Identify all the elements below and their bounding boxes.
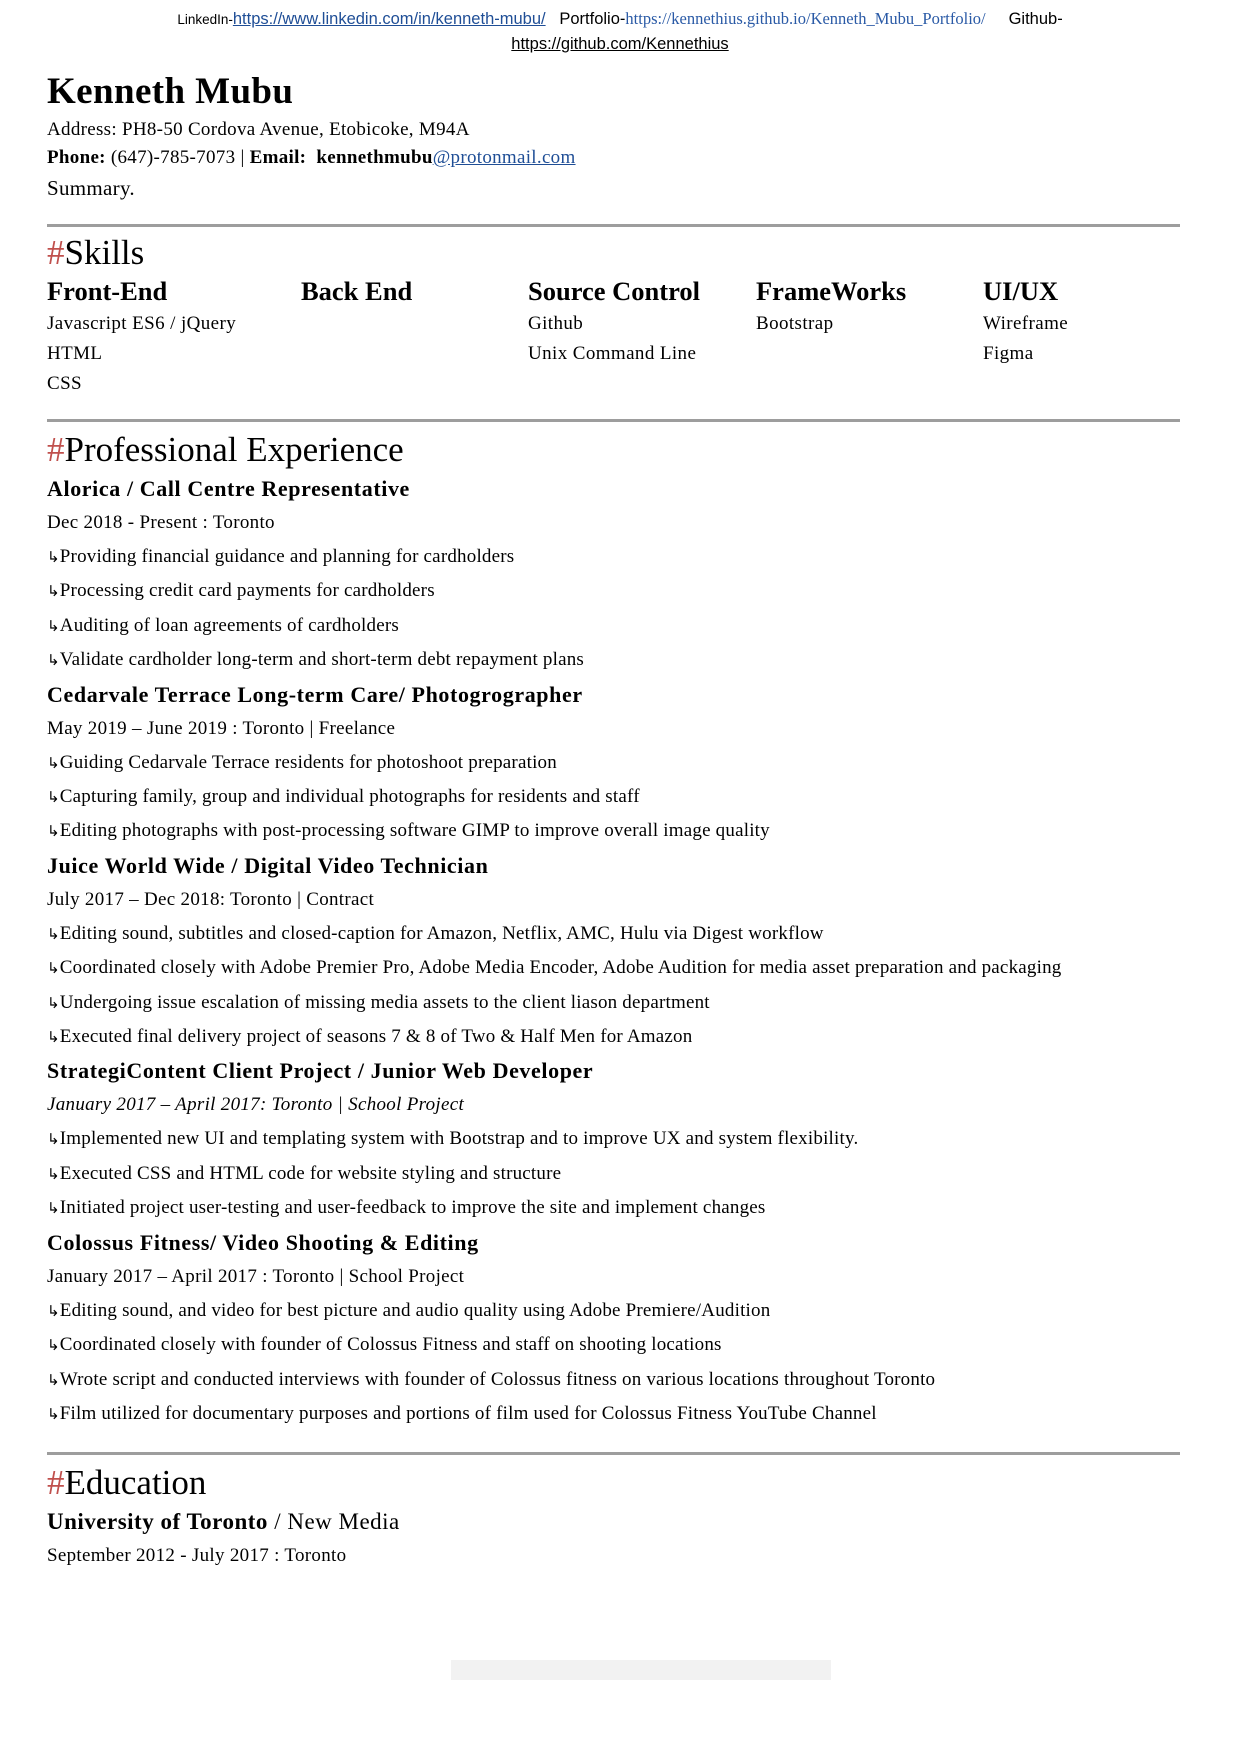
- job-title: Juice World Wide / Digital Video Technician: [47, 852, 489, 878]
- github-label: Github-: [1008, 10, 1063, 28]
- skill-item: Wireframe: [983, 313, 1069, 334]
- job-dates-location: May 2019 – June 2019 : Toronto | Freelance: [47, 717, 396, 739]
- section-divider: [47, 419, 1180, 422]
- bullet-text: Auditing of loan agreements of cardholders: [59, 614, 399, 636]
- bullet-arrow-icon: ↳: [47, 1028, 60, 1047]
- contact-line: [47, 144, 1180, 172]
- bullet-arrow-icon: ↳: [47, 1336, 60, 1355]
- bullet-text: Coordinated closely with founder of Colossus Fitness and staff on shooting locations: [59, 1334, 722, 1356]
- job-bullet: [47, 780, 1180, 814]
- skill-item: Figma: [983, 343, 1034, 364]
- bullet-arrow-icon: ↳: [47, 582, 60, 601]
- job-entry: [47, 472, 1180, 678]
- bullet-arrow-icon: ↳: [47, 959, 60, 978]
- skill-item: Javascript ES6 / jQuery: [47, 313, 237, 334]
- job-entry: [47, 678, 1180, 849]
- address-line: Address: PH8-50 Cordova Avenue, Etobicoke, M94A: [47, 119, 470, 140]
- bullet-arrow-icon: ↳: [47, 788, 60, 807]
- experience-heading-text: Professional Experience: [64, 430, 404, 469]
- job-bullet: [47, 1328, 1180, 1362]
- job-bullet: [47, 814, 1180, 848]
- phone-label: Phone:: [47, 147, 106, 168]
- job-title: Colossus Fitness/ Video Shooting & Editing: [47, 1229, 479, 1255]
- bullet-arrow-icon: ↳: [47, 1199, 60, 1218]
- job-bullet: [47, 951, 1180, 985]
- phone-number: (647)-785-7073: [110, 147, 236, 168]
- bullet-text: Editing sound, subtitles and closed-caption for Amazon, Netflix, AMC, Hulu via Digest workflow: [59, 922, 824, 944]
- bullet-arrow-icon: ↳: [47, 651, 60, 670]
- bullet-text: Film utilized for documentary purposes and portions of film used for Colossus Fitness YouTube Channel: [59, 1402, 877, 1424]
- job-bullet: [47, 1294, 1180, 1328]
- job-bullet: [47, 986, 1180, 1020]
- job-bullet: [47, 917, 1180, 951]
- email-user: kennethmubu: [316, 147, 433, 168]
- skills-column-title: Back End: [301, 276, 413, 306]
- job-bullet: [47, 1363, 1180, 1397]
- skills-column-title: UI/UX: [983, 276, 1059, 306]
- education-dates: September 2012 - July 2017 : Toronto: [47, 1545, 347, 1567]
- skills-column-title: Front-End: [47, 276, 168, 306]
- bullet-arrow-icon: ↳: [47, 1301, 60, 1320]
- bullet-text: Executed final delivery project of seasons 7 & 8 of Two & Half Men for Amazon: [59, 1026, 693, 1048]
- bullet-text: Editing sound, and video for best picture and audio quality using Adobe Premiere/Audition: [59, 1299, 771, 1321]
- skill-item: Unix Command Line: [528, 343, 697, 364]
- skills-heading-text: Skills: [64, 233, 145, 272]
- bullet-text: Wrote script and conducted interviews with founder of Colossus fitness on various locations throughout Toronto: [59, 1368, 936, 1390]
- skill-item: Bootstrap: [756, 313, 834, 334]
- email-label: Email:: [249, 147, 307, 168]
- email-link[interactable]: @protonmail.com: [432, 147, 576, 168]
- skill-item: CSS: [47, 373, 83, 394]
- education-program: / New Media: [267, 1509, 400, 1535]
- resume-content: [47, 68, 1180, 1573]
- job-bullet: [47, 1191, 1180, 1225]
- bullet-text: Processing credit card payments for cardholders: [59, 580, 435, 602]
- education-school: University of Toronto: [47, 1509, 268, 1535]
- summary-text: Summary.: [47, 176, 135, 200]
- experience-list: [47, 472, 1180, 1431]
- skills-heading: [47, 231, 1180, 275]
- job-bullet: [47, 1122, 1180, 1156]
- bullet-text: Implemented new UI and templating system with Bootstrap and to improve UX and system flexibility.: [59, 1128, 859, 1150]
- portfolio-link[interactable]: https://kennethius.github.io/Kenneth_Mubu_Portfolio/: [625, 9, 986, 28]
- bullet-text: Validate cardholder long-term and short-term debt repayment plans: [59, 649, 585, 671]
- hash-mark: #: [47, 1463, 65, 1503]
- footer-bar: [451, 1660, 831, 1680]
- top-links-bar: [0, 6, 1240, 57]
- job-entry: [47, 849, 1180, 1055]
- bullet-arrow-icon: ↳: [47, 822, 60, 841]
- bullet-text: Guiding Cedarvale Terrace residents for photoshoot preparation: [59, 751, 557, 773]
- job-dates-location: January 2017 – April 2017: Toronto | School Project: [47, 1094, 465, 1116]
- github-link[interactable]: https://github.com/Kennethius: [511, 35, 729, 53]
- education-heading-text: Education: [64, 1463, 207, 1503]
- skills-grid: [47, 273, 1180, 399]
- bullet-arrow-icon: ↳: [47, 1130, 60, 1149]
- section-divider: [47, 1452, 1180, 1455]
- bullet-text: Providing financial guidance and planning for cardholders: [59, 546, 515, 567]
- skills-column: [983, 273, 1180, 399]
- skills-column-title: Source Control: [528, 276, 701, 306]
- job-bullet: [47, 1397, 1180, 1431]
- job-dates-location: January 2017 – April 2017 : Toronto | School Project: [47, 1265, 465, 1287]
- bullet-arrow-icon: ↳: [47, 616, 60, 635]
- bullet-arrow-icon: ↳: [47, 1164, 60, 1183]
- skill-item: Github: [528, 313, 584, 334]
- bullet-arrow-icon: ↳: [47, 1404, 60, 1423]
- job-dates-location: Dec 2018 - Present : Toronto: [47, 512, 275, 533]
- experience-heading: [47, 428, 1180, 472]
- candidate-name: Kenneth Mubu: [47, 71, 294, 112]
- contact-separator: |: [240, 147, 245, 168]
- bullet-arrow-icon: ↳: [47, 993, 60, 1012]
- job-title: Cedarvale Terrace Long-term Care/ Photogrographer: [47, 681, 583, 707]
- job-entry: [47, 1054, 1180, 1225]
- skills-column-title: FrameWorks: [756, 276, 907, 306]
- bullet-text: Coordinated closely with Adobe Premier Pro, Adobe Media Encoder, Adobe Audition for media asset preparation and packaging: [59, 957, 1062, 979]
- hash-mark: #: [47, 233, 65, 272]
- job-bullet: [47, 1157, 1180, 1191]
- hash-mark: #: [47, 430, 65, 469]
- bullet-arrow-icon: ↳: [47, 924, 60, 943]
- linkedin-link[interactable]: https://www.linkedin.com/in/kenneth-mubu/: [232, 10, 546, 28]
- skills-column: [47, 273, 301, 399]
- bullet-arrow-icon: ↳: [47, 753, 60, 772]
- job-bullet: [47, 1020, 1180, 1054]
- bullet-text: Capturing family, group and individual photographs for residents and staff: [59, 786, 640, 808]
- linkedin-label: LinkedIn-: [177, 12, 233, 27]
- portfolio-label: Portfolio-: [559, 10, 626, 28]
- bullet-arrow-icon: ↳: [47, 1370, 60, 1389]
- job-bullet: [47, 643, 1180, 677]
- job-title: StrategiContent Client Project / Junior Web Developer: [47, 1058, 594, 1084]
- bullet-text: Initiated project user-testing and user-feedback to improve the site and implement changes: [59, 1197, 766, 1219]
- job-bullet: [47, 746, 1180, 780]
- bullet-text: Executed CSS and HTML code for website styling and structure: [59, 1162, 562, 1184]
- education-heading: [47, 1461, 1180, 1505]
- skill-item: HTML: [47, 343, 103, 364]
- job-bullet: [47, 609, 1180, 643]
- education-entry-title: [47, 1505, 1180, 1539]
- bullet-text: Undergoing issue escalation of missing media assets to the client liason department: [59, 991, 710, 1013]
- skills-column: [301, 273, 528, 399]
- job-title: Alorica / Call Centre Representative: [47, 476, 410, 501]
- job-entry: [47, 1226, 1180, 1432]
- bullet-arrow-icon: ↳: [47, 548, 60, 566]
- skills-column: [756, 273, 983, 399]
- job-dates-location: July 2017 – Dec 2018: Toronto | Contract: [47, 888, 375, 910]
- job-bullet: [47, 574, 1180, 608]
- bullet-text: Editing photographs with post-processing software GIMP to improve overall image quality: [59, 820, 770, 842]
- section-divider: [47, 224, 1180, 227]
- job-bullet: [47, 540, 1180, 574]
- skills-column: [528, 273, 756, 399]
